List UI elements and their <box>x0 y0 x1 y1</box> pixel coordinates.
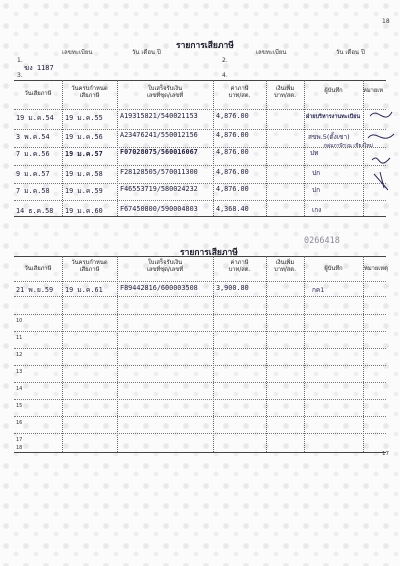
table1-row5-paid: 14 ธ.ค.58 <box>16 207 54 215</box>
table1-row4-recorder: ปก <box>312 186 321 194</box>
table1-row2-tax: 4,876.00 <box>216 148 249 156</box>
table1-header-extra: เงินเพิ่ม บาท/สต. <box>274 86 296 99</box>
table1-row2-paid: 7 ม.ค.56 <box>16 150 50 158</box>
table2-header-paid: วันเสียภาษี <box>24 266 52 272</box>
table2-col-line <box>62 256 63 452</box>
table1-col-line <box>304 80 305 216</box>
table1-annotation: กลุ่มภาษีฯ ณ เชียงใหม่ <box>324 143 373 149</box>
index-4: 4. <box>222 72 228 79</box>
index-3: 3. <box>17 72 23 79</box>
row-number: 14 <box>16 386 23 392</box>
table2-row-line <box>14 399 386 400</box>
table1-row0-receipt: A19315821/540021153 <box>120 112 198 120</box>
row-number: 13 <box>16 369 23 375</box>
row-number: 15 <box>16 403 23 409</box>
table1-row1-tax: 4,876.00 <box>216 131 249 139</box>
index-1: 1. <box>17 57 23 64</box>
table1-row3-receipt: F28128505/570011300 <box>120 168 198 176</box>
table1-row-line <box>14 200 386 201</box>
table1-row1-due: 19 ม.ค.56 <box>65 133 103 141</box>
table2-row-line <box>14 365 386 366</box>
table1-header-receipt: ใบเสร็จรับเงิน เลขที่ชุด/เลขที่ <box>146 86 184 99</box>
table1-row2-recorder: ปท <box>310 149 319 157</box>
table1-row0-paid: 19 ม.ค.54 <box>16 114 54 122</box>
table2-row-line <box>14 348 386 349</box>
table2-header-due: วันครบกำหนด เสียภาษี <box>71 260 108 273</box>
table2-header-tax: ค่าภาษี บาท/สต. <box>228 260 251 273</box>
table1-row4-receipt: F46553719/580024232 <box>120 185 198 193</box>
table2-col-line <box>213 256 214 452</box>
table1-row-line <box>14 183 386 184</box>
row-number: 17 <box>16 437 23 443</box>
table1-row4-due: 19 ม.ค.59 <box>65 187 103 195</box>
table1-row4-paid: 7 ม.ค.58 <box>16 187 50 195</box>
table2-header-extra: เงินเพิ่ม บาท/สต. <box>274 260 296 273</box>
reg-label-left: เลขทะเบียน <box>62 49 93 56</box>
table1-col-line <box>266 80 267 216</box>
table1-row5-due: 19 ม.ค.60 <box>65 207 103 215</box>
top-title: รายการเสียภาษี <box>176 41 234 51</box>
signature-scribbles <box>364 100 398 200</box>
table1-header-note: หมายเห <box>363 88 384 94</box>
page-number: 18 <box>382 18 390 25</box>
table2-row-line <box>14 416 386 417</box>
table1-col-line <box>117 80 118 216</box>
row-number: 18 <box>16 445 23 451</box>
table2-title: รายการเสียภาษี <box>180 248 238 258</box>
table2-col-line <box>304 256 305 452</box>
table2-row-line <box>14 382 386 383</box>
table1-row2-receipt: F07028075/560016067 <box>120 148 198 156</box>
stamp-number: 0266418 <box>304 236 340 246</box>
table1-header-tax: ค่าภาษี บาท/สต. <box>228 86 251 99</box>
table2-top-line <box>14 256 386 257</box>
table2-row0-receipt: F89442816/600003508 <box>120 284 198 292</box>
table1-top-line <box>14 80 386 81</box>
table2-row0-tax: 3,900.80 <box>216 284 249 292</box>
table1-header-recorder: ผู้บันทึก <box>324 88 343 94</box>
table2-row-line <box>14 296 386 297</box>
table1-header-paid: วันเสียภาษี <box>24 91 52 97</box>
end-number: 17 <box>382 451 389 457</box>
table1-row5-recorder: เกง <box>312 206 322 214</box>
table1-row-line <box>14 165 386 166</box>
table2-bottom-line <box>14 452 386 453</box>
table2-col-line <box>117 256 118 452</box>
row-number: 16 <box>16 420 23 426</box>
table1-row3-tax: 4,876.00 <box>216 168 249 176</box>
table2-row0-recorder: กค1 <box>312 286 325 294</box>
reg-label-right: เลขทะเบียน <box>256 49 287 56</box>
table1-row4-tax: 4,876.00 <box>216 185 249 193</box>
table1-col-line <box>62 80 63 216</box>
table1-header-line <box>14 109 386 110</box>
row-number: 10 <box>16 318 23 324</box>
table2-header-receipt: ใบเสร็จรับเงิน เลขที่ชุด/เลขที่ <box>146 260 184 273</box>
table1-row3-due: 19 ม.ค.58 <box>65 170 103 178</box>
table1-row-line <box>14 129 386 130</box>
table1-row2-due: 19 ม.ค.57 <box>65 150 103 158</box>
table1-col-line <box>213 80 214 216</box>
table1-row3-paid: 9 ม.ค.57 <box>16 170 50 178</box>
row-number: 12 <box>16 352 23 358</box>
date-label-left: วัน เดือน ปี <box>132 49 161 56</box>
row-number: 11 <box>16 335 23 341</box>
table2-row-line <box>14 433 386 434</box>
table2-col-line <box>266 256 267 452</box>
table1-row1-recorder: สขพ.5(ตั้งเซา) <box>308 133 350 141</box>
table1-row3-recorder: ปก <box>312 169 321 177</box>
table1-header-due: วันครบกำหนด เสียภาษี <box>71 86 108 99</box>
table1-row5-tax: 4,368.40 <box>216 205 249 213</box>
table2-header-note: หมายเหตุ <box>364 266 388 272</box>
table1-row1-receipt: A23476241/550012156 <box>120 131 198 139</box>
table1-row0-due: 19 ม.ค.55 <box>65 114 103 122</box>
date-label-right: วัน เดือน ปี <box>336 49 365 56</box>
table1-bottom-line <box>14 216 386 217</box>
table1-row0-tax: 4,876.00 <box>216 112 249 120</box>
reg-value: ฆง 1187 <box>24 64 54 72</box>
table2-row-line <box>14 314 386 315</box>
table2-header-line <box>14 281 386 282</box>
table1-row1-paid: 3 พ.ค.54 <box>16 133 50 141</box>
table2-row0-due: 19 ม.ค.61 <box>65 286 103 294</box>
table2-header-recorder: ผู้บันทึก <box>324 266 343 272</box>
table2-row0-paid: 21 พ.ย.59 <box>16 286 54 294</box>
index-2: 2. <box>222 57 228 64</box>
table1-row0-recorder: ฝ่ายบริหารงานทะเบียน <box>306 114 361 120</box>
table1-row5-receipt: F67450800/590004803 <box>120 205 198 213</box>
table2-col-line <box>363 256 364 452</box>
table2-row-line <box>14 331 386 332</box>
